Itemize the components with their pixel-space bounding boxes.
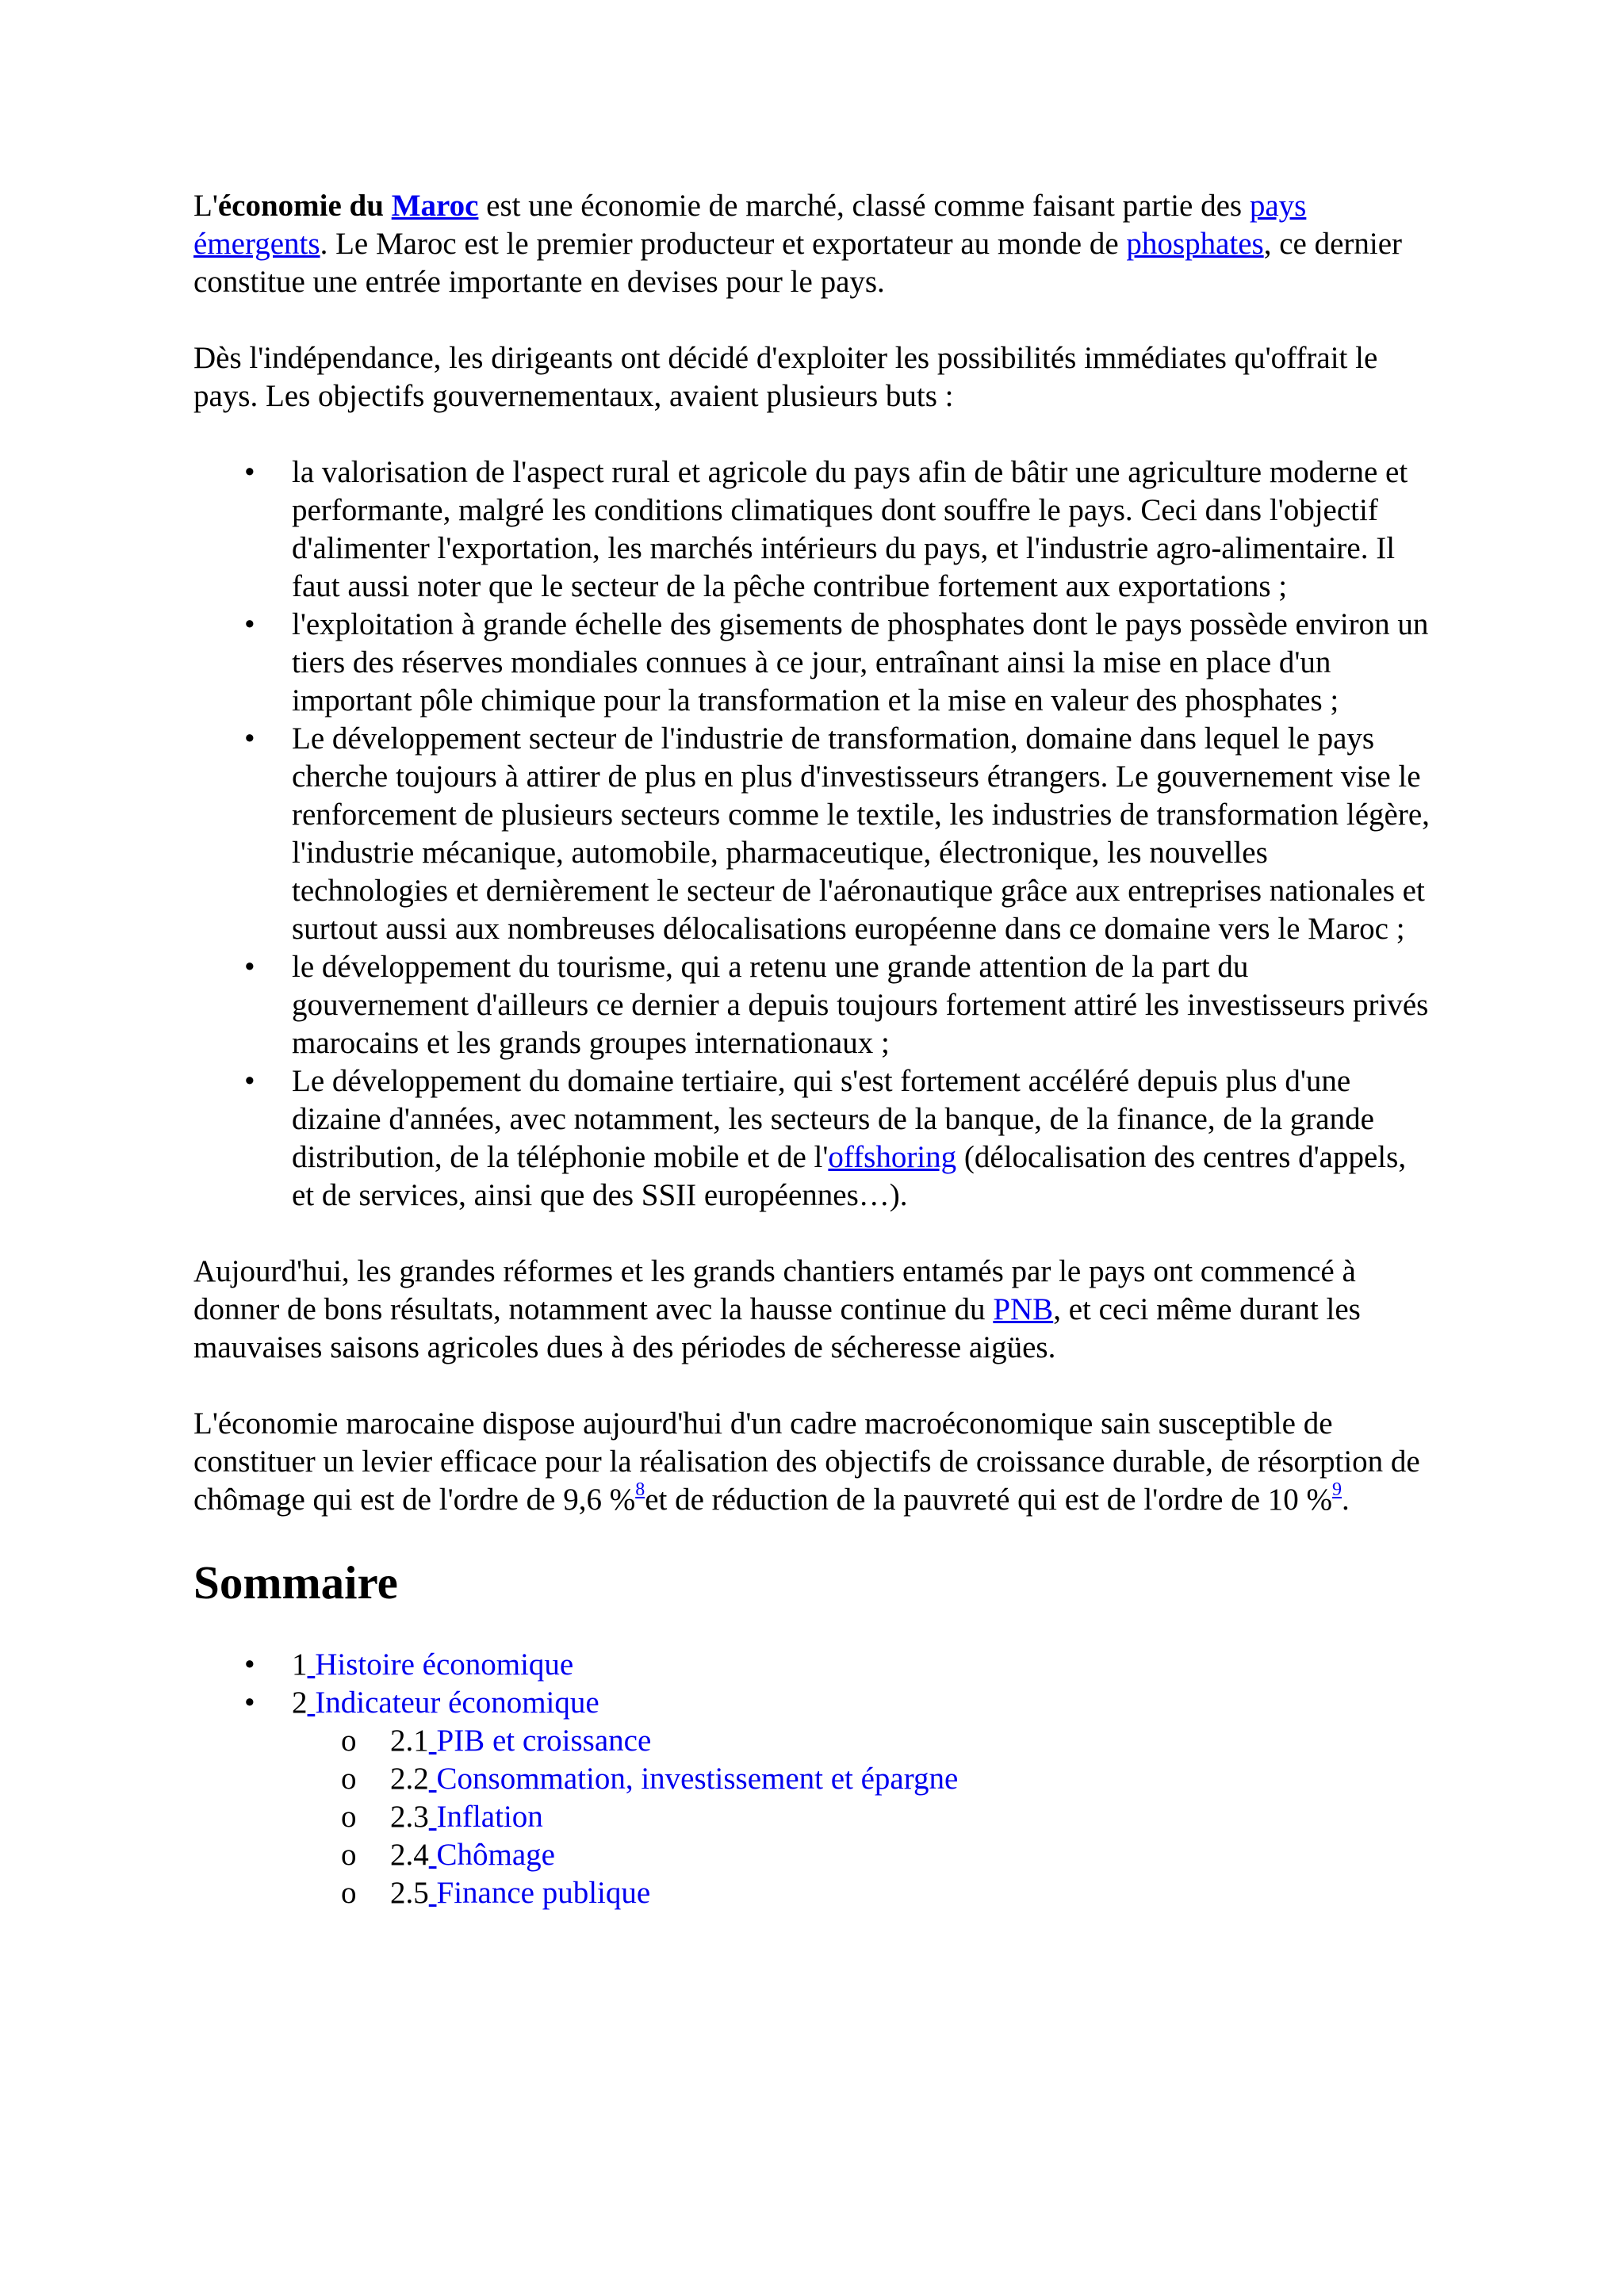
pays-emergents-link[interactable]: pays émergents bbox=[193, 189, 1307, 261]
toc-subitem-chomage bbox=[193, 1836, 1431, 1874]
macro-text-2: et de réduction de la pauvreté qui est de l'ordre de 10 % bbox=[645, 1483, 1333, 1517]
toc-subitem-finance bbox=[193, 1874, 1431, 1912]
toc-link-label: Indicateur économique bbox=[315, 1686, 599, 1720]
toc-number: 2.2 bbox=[390, 1762, 429, 1796]
phosphates-link[interactable]: phosphates bbox=[1126, 227, 1264, 261]
results-text-1: Aujourd'hui, les grandes réformes et les grands chantiers entamés par le pays ont commencé à donner de bons résultats, notamment avec la hausse continue du bbox=[193, 1254, 1356, 1326]
toc-number: 2.4 bbox=[390, 1838, 429, 1872]
toc-link-label: PIB et croissance bbox=[436, 1724, 652, 1758]
bullet-icon: • bbox=[244, 950, 255, 984]
pnb-link[interactable]: PNB bbox=[993, 1292, 1054, 1326]
document-page bbox=[193, 187, 1431, 1912]
toc-link-gap bbox=[308, 1647, 316, 1682]
bullet-icon: • bbox=[244, 1686, 255, 1720]
results-paragraph bbox=[193, 1253, 1431, 1367]
list-item bbox=[193, 453, 1431, 606]
list-item-text: Le développement du domaine tertiaire, qui s'est fortement accéléré depuis plus d'une dizaine d'années, avec notamment, les secteurs de la banque, de la finance, de la grande distribution, de la téléphonie mobile et de l' bbox=[292, 1064, 1374, 1174]
list-item-text: l'exploitation à grande échelle des gisements de phosphates dont le pays possède environ un tiers des réserves mondiales connues à ce jour, entraînant ainsi la mise en place d'un important pôle chimique pour la transformation et la mise en valeur des phosphates ; bbox=[292, 607, 1429, 718]
toc-link-label: Histoire économique bbox=[315, 1647, 574, 1682]
circle-bullet-icon: o bbox=[341, 1724, 357, 1758]
toc-number: 2.1 bbox=[390, 1724, 429, 1758]
sommaire-heading: Sommaire bbox=[193, 1556, 398, 1609]
bullet-icon: • bbox=[244, 1647, 255, 1682]
circle-bullet-icon: o bbox=[341, 1876, 357, 1910]
circle-bullet-icon: o bbox=[341, 1838, 357, 1872]
list-item-text: le développement du tourisme, qui a retenu une grande attention de la part du gouvernement d'ailleurs ce dernier a depuis toujours fortement attiré les investisseurs privés marocains et les grands groupes internationaux ; bbox=[292, 950, 1429, 1060]
toc-link-label: Consommation, investissement et épargne bbox=[436, 1762, 959, 1796]
bullet-icon: • bbox=[244, 607, 255, 641]
toc-link-pib[interactable] bbox=[429, 1724, 652, 1758]
toc-link-gap bbox=[429, 1876, 437, 1910]
list-item bbox=[193, 720, 1431, 948]
footnote-8-link[interactable]: 8 bbox=[635, 1479, 645, 1500]
bullet-icon: • bbox=[244, 1064, 255, 1098]
toc-link-finance[interactable] bbox=[429, 1876, 650, 1910]
intro-bold-term: économie du bbox=[217, 189, 392, 223]
toc-number: 2.5 bbox=[390, 1876, 429, 1910]
toc-link-chomage[interactable] bbox=[429, 1838, 555, 1872]
footnote-9-link[interactable]: 9 bbox=[1332, 1479, 1342, 1500]
toc-number: 2 bbox=[292, 1686, 308, 1720]
intro-text-1: est une économie de marché, classé comme faisant partie des bbox=[478, 189, 1250, 223]
toc-number: 2.3 bbox=[390, 1800, 429, 1834]
macro-paragraph bbox=[193, 1405, 1431, 1519]
toc-sublist bbox=[292, 1722, 1431, 1912]
list-item-text: la valorisation de l'aspect rural et agricole du pays afin de bâtir une agriculture moderne et performante, malgré les conditions climatiques dont souffre le pays. Ceci dans l'objectif d'alimenter l'exportation, les marchés intérieurs du pays, et l'industrie agro-alimentaire. Il faut aussi noter que le secteur de la pêche contribue fortement aux exportations ; bbox=[292, 455, 1408, 603]
toc-subitem-consommation bbox=[193, 1760, 1431, 1798]
list-item bbox=[193, 1062, 1431, 1215]
maroc-link[interactable]: Maroc bbox=[391, 189, 479, 223]
toc-link-gap bbox=[429, 1800, 437, 1834]
toc-link-gap bbox=[308, 1686, 316, 1720]
toc-link-label: Chômage bbox=[436, 1838, 555, 1872]
toc-number: 1 bbox=[292, 1647, 308, 1682]
objectives-list bbox=[193, 453, 1431, 1215]
toc-item-histoire bbox=[193, 1646, 1431, 1684]
circle-bullet-icon: o bbox=[341, 1762, 357, 1796]
macro-text-1: L'économie marocaine dispose aujourd'hui d'un cadre macroéconomique sain susceptible de constituer un levier efficace pour la réalisation des objectifs de croissance durable, de résorption de chômage qui est de l'ordre de 9,6 % bbox=[193, 1406, 1420, 1517]
list-item bbox=[193, 948, 1431, 1062]
toc-link-gap bbox=[429, 1762, 437, 1796]
circle-bullet-icon: o bbox=[341, 1800, 357, 1834]
table-of-contents bbox=[193, 1646, 1431, 1912]
toc-link-label: Inflation bbox=[436, 1800, 543, 1834]
toc-link-gap bbox=[429, 1724, 437, 1758]
toc-link-consommation[interactable] bbox=[429, 1762, 959, 1796]
bullet-icon: • bbox=[244, 721, 255, 756]
intro-text-3: , ce dernier constitue une entrée importante en devises pour le pays. bbox=[193, 227, 1403, 299]
list-item-text: Le développement secteur de l'industrie de transformation, domaine dans lequel le pays cherche toujours à attirer de plus en plus d'investisseurs étrangers. Le gouvernement vise le renforcement de plusieurs secteurs comme le textile, les industries de transformation légère, l'industrie mécanique, automobile, pharmaceutique, électronique, les nouvelles technologies et dernièrement le secteur de l'aéronautique grâce aux entreprises nationales et surtout aussi aux nombreuses délocalisations européenne dans ce domaine vers le Maroc ; bbox=[292, 721, 1430, 946]
toc-subitem-pib bbox=[193, 1722, 1431, 1760]
toc-link-inflation[interactable] bbox=[429, 1800, 543, 1834]
list-item-text: (délocalisation des centres d'appels, et de services, ainsi que des SSII européennes…). bbox=[292, 1140, 1407, 1212]
toc-link-indicateur[interactable] bbox=[308, 1686, 599, 1720]
toc-subitem-inflation bbox=[193, 1798, 1431, 1836]
toc-link-label: Finance publique bbox=[436, 1876, 651, 1910]
intro-prefix: L' bbox=[193, 189, 218, 223]
toc-item-indicateur bbox=[193, 1684, 1431, 1912]
independence-paragraph: Dès l'indépendance, les dirigeants ont décidé d'exploiter les possibilités immédiates qu'offrait le pays. Les objectifs gouvernementaux, avaient plusieurs buts : bbox=[193, 341, 1378, 413]
intro-paragraph bbox=[193, 187, 1431, 301]
toc-link-gap bbox=[429, 1838, 437, 1872]
offshoring-link[interactable]: offshoring bbox=[828, 1140, 957, 1174]
results-text-2: , et ceci même durant les mauvaises saisons agricoles dues à des périodes de sécheresse aigües. bbox=[193, 1292, 1361, 1364]
intro-text-2: . Le Maroc est le premier producteur et exportateur au monde de bbox=[320, 227, 1127, 261]
macro-text-3: . bbox=[1342, 1483, 1350, 1517]
toc-link-histoire[interactable] bbox=[308, 1647, 574, 1682]
list-item bbox=[193, 606, 1431, 720]
bullet-icon: • bbox=[244, 455, 255, 489]
